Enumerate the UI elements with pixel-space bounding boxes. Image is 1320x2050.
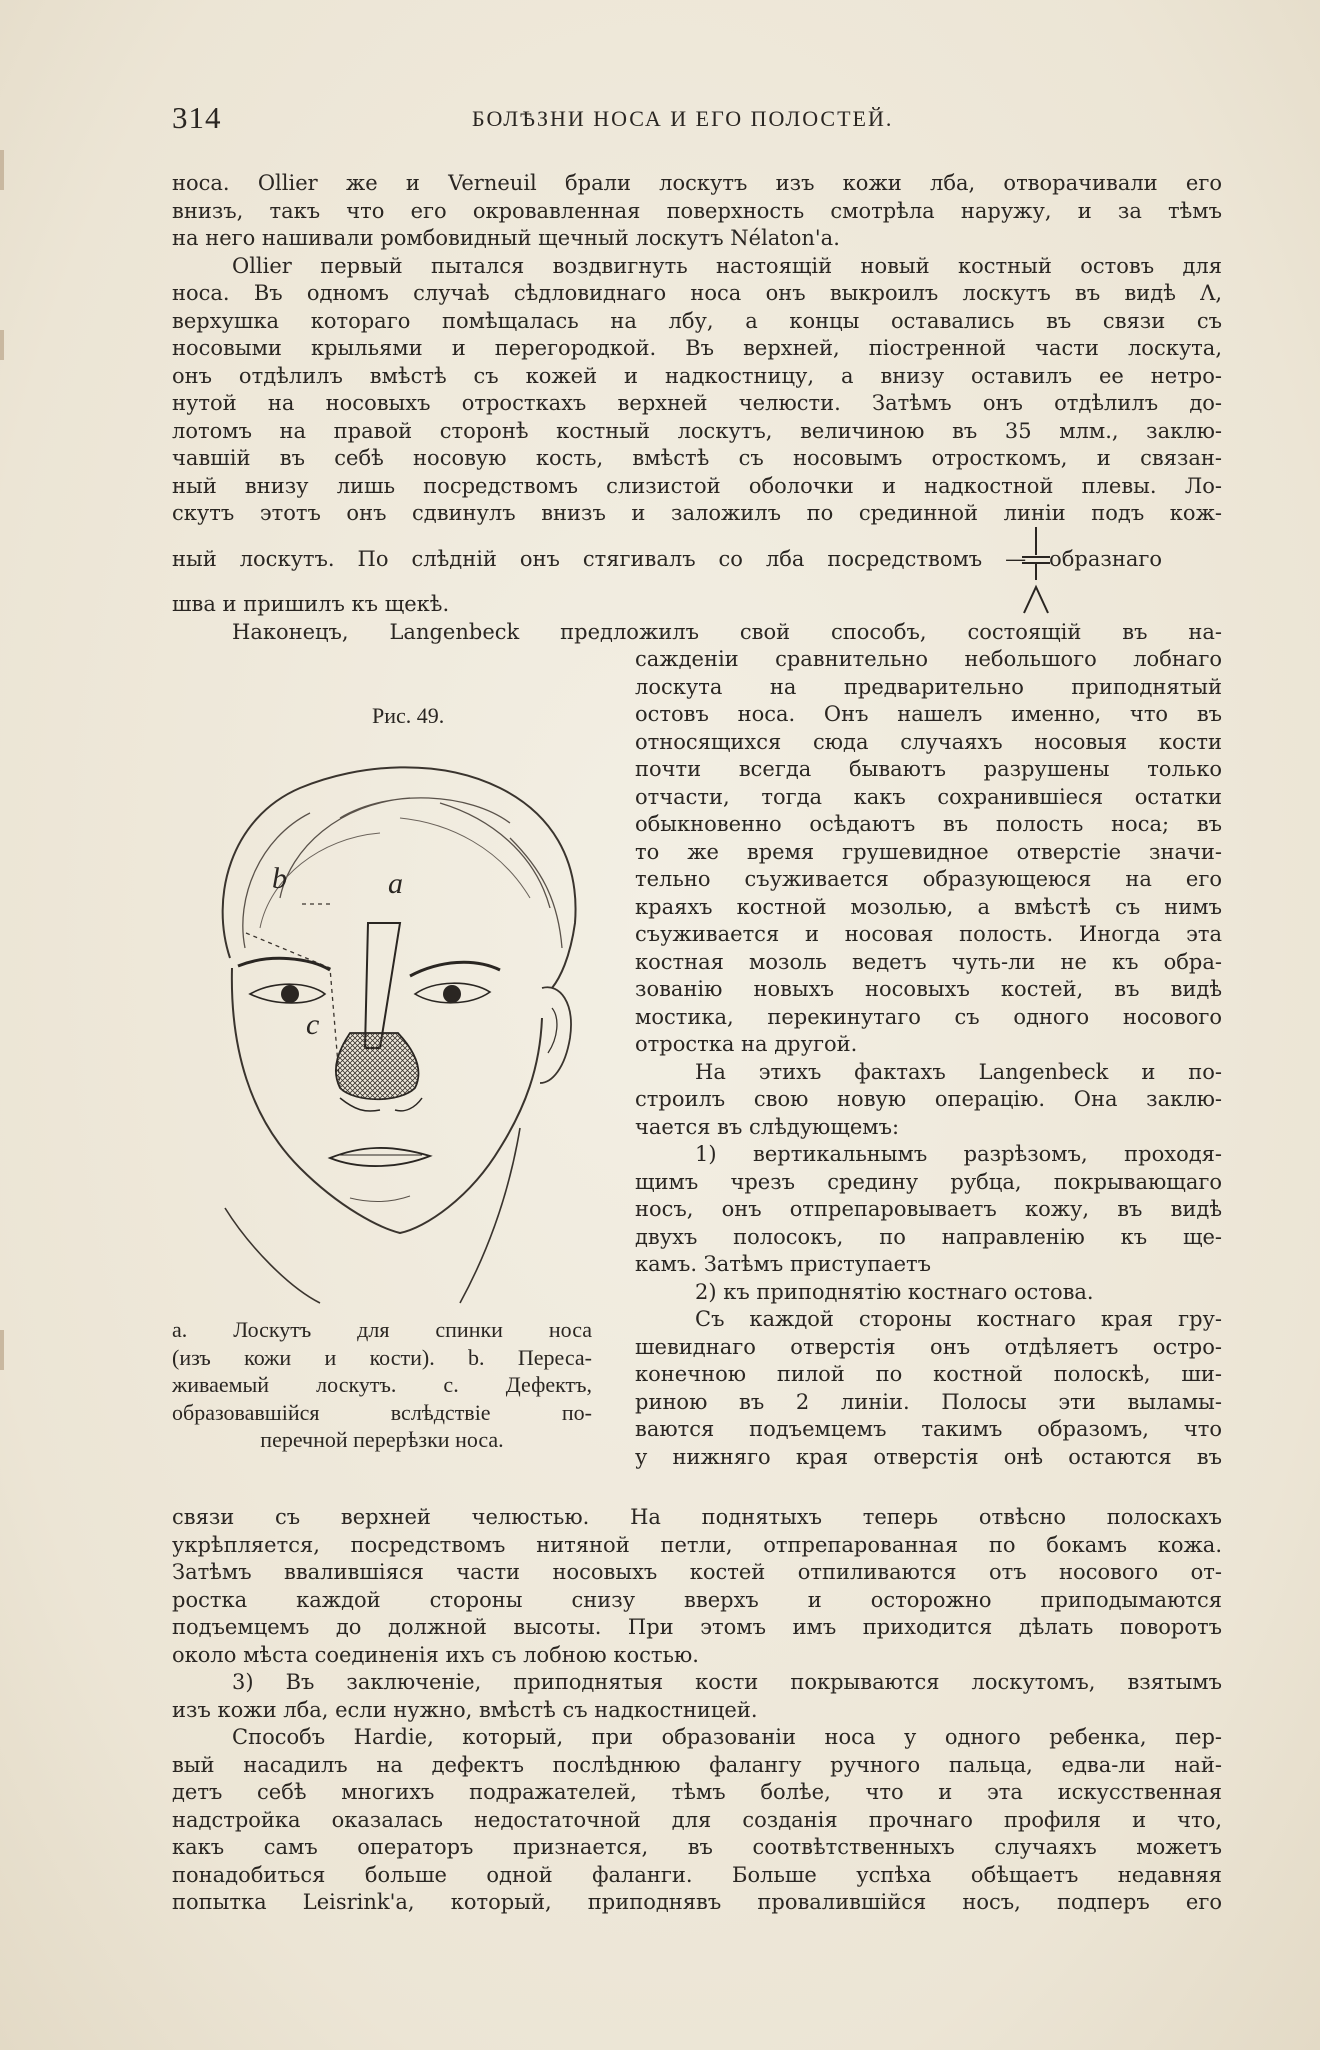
text-line: связи съ верхней челюстью. На поднятыхъ теперь отвѣсно полоскахъ bbox=[172, 1505, 1222, 1529]
caption-line: a. Лоскутъ для спинки носа bbox=[172, 1317, 592, 1342]
text-line: краяхъ костной мозолью, а вмѣстѣ съ нимъ bbox=[635, 894, 1222, 919]
text-line: остовъ носа. Онъ нашелъ именно, что въ bbox=[635, 702, 1222, 726]
text-line: щимъ чрезъ средину рубца, покрывающаго bbox=[635, 1169, 1222, 1194]
page-edge-mark bbox=[0, 1330, 4, 1370]
text-line: скутъ этотъ онъ сдвинулъ внизъ и заложилъ по срединной линіи подъ кож- bbox=[172, 501, 1222, 525]
text-line: Съ каждой стороны костнаго края гру- bbox=[695, 1307, 1222, 1331]
caption-line: (изъ кожи и кости). b. Переса- bbox=[172, 1344, 592, 1370]
text-line: риною въ 2 линіи. Полосы эти выламы- bbox=[635, 1389, 1222, 1414]
text-line: 1) вертикальнымъ разрѣзомъ, проходя- bbox=[695, 1142, 1222, 1166]
text-line: почти всегда бываютъ разрушены только bbox=[635, 757, 1222, 781]
text-line: чавшій въ себѣ носовую кость, вмѣстѣ съ носовымъ отросткомъ, и связан- bbox=[172, 446, 1222, 470]
text-line: относящихся сюда случаяхъ носовыя кости bbox=[635, 729, 1222, 754]
text-line: На этихъ фактахъ Langenbeck и по- bbox=[695, 1059, 1222, 1084]
text-line: детъ себѣ многихъ подражателей, тѣмъ болѣе, что и эта искусственная bbox=[172, 1780, 1222, 1804]
text-line: верхушка котораго помѣщалась на лбу, а концы оставались въ связи съ bbox=[172, 308, 1222, 333]
text-line: двухъ полосокъ, по направленію къ ще- bbox=[635, 1224, 1222, 1249]
text-line: то же время грушевидное отверстіе значи- bbox=[635, 839, 1222, 864]
text-line: отростка на другой. bbox=[635, 1032, 858, 1056]
text-line: на него нашивали ромбовидный щечный лоскутъ Nélaton'а. bbox=[172, 226, 840, 250]
text-line: носа. Въ одномъ случаѣ сѣдловиднаго носа онъ выкроилъ лоскутъ въ видѣ Λ, bbox=[172, 281, 1222, 305]
text-line: чается въ слѣдующемъ: bbox=[635, 1114, 900, 1139]
text-line: у нижняго края отверстія онѣ остаются въ bbox=[635, 1444, 1222, 1469]
page-number: 314 bbox=[172, 100, 222, 135]
text-line: нутой на носовыхъ отросткахъ верхней челюсти. Затѣмъ онъ отдѣлилъ до- bbox=[172, 391, 1222, 415]
text-line: носъ, онъ отпрепаровываетъ кожу, въ видѣ bbox=[635, 1197, 1222, 1221]
text-line: ростка каждой стороны снизу вверхъ и осторожно приподымаются bbox=[172, 1587, 1222, 1612]
text-line: ваются подъемцемъ такимъ образомъ, что bbox=[635, 1417, 1222, 1441]
text-line: Наконецъ, Langenbeck предложилъ свой способъ, состоящій въ на- bbox=[232, 619, 1222, 644]
page-edge-mark bbox=[0, 150, 4, 190]
text-line: изъ кожи лба, если нужно, вмѣстѣ съ надкостницей. bbox=[172, 1697, 758, 1722]
text-line: ный внизу лишь посредствомъ слизистой оболочки и надкостной плевы. Ло- bbox=[172, 473, 1222, 498]
page-edge-mark bbox=[0, 330, 4, 360]
text-line: камъ. Затѣмъ приступаетъ bbox=[635, 1252, 932, 1276]
text-line: попытка Leisrink'а, который, приподнявъ провалившійся носъ, подперъ его bbox=[172, 1890, 1222, 1914]
text-line: носовыми крыльями и перегородкой. Въ верхней, піостренной части лоскута, bbox=[172, 336, 1222, 360]
text-line: конечною пилой по костной полоскѣ, ши- bbox=[635, 1362, 1222, 1386]
text-line: обыкновенно осѣдаютъ въ полость носа; въ bbox=[635, 812, 1222, 836]
right-column-text bbox=[635, 646, 1222, 1471]
face-illustration bbox=[190, 748, 595, 1308]
text-line: носа. Ollier же и Verneuil брали лоскутъ изъ кожи лба, отворачивали его bbox=[172, 171, 1222, 195]
text-line: укрѣпляется, посредствомъ нитяной петли, отпрепарованная по бокамъ кожа. bbox=[172, 1532, 1222, 1557]
caption-line: образовавшійся вслѣдствіе по- bbox=[172, 1399, 592, 1425]
bottom-text-block bbox=[172, 1504, 1222, 1917]
text-line: 3) Въ заключеніе, приподнятыя кости покрываются лоскутомъ, взятымъ bbox=[232, 1670, 1222, 1694]
text-line: строилъ свою новую операцію. Она заклю- bbox=[635, 1087, 1222, 1111]
text-line: Ollier первый пытался воздвигнуть настоящій новый костный остовъ для bbox=[232, 253, 1222, 278]
text-line: Способъ Hardie, который, при образованіи носа у одного ребенка, пер- bbox=[232, 1725, 1222, 1749]
text-line: внизъ, такъ что его окровавленная поверхность смотрѣла наружу, и за тѣмъ bbox=[172, 198, 1222, 223]
figure-label: Рис. 49. bbox=[372, 703, 445, 728]
top-text-block bbox=[172, 170, 1222, 646]
text-line: костная мозоль ведетъ чуть-ли не къ обра- bbox=[635, 949, 1222, 974]
text-line: около мѣста соединенія ихъ съ лобною костью. bbox=[172, 1642, 699, 1667]
running-title: БОЛѢЗНИ НОСА И ЕГО ПОЛОСТЕЙ. bbox=[472, 106, 894, 131]
suture-symbol bbox=[1016, 525, 1056, 615]
text-line: зованію новыхъ носовыхъ костей, въ видѣ bbox=[635, 977, 1222, 1001]
text-line: Затѣмъ ввалившіяся части носовыхъ костей отпиливаются отъ носового от- bbox=[172, 1560, 1222, 1584]
text-line: ный лоскутъ. По слѣдній онъ стягивалъ со лба посредствомъ — образнаго bbox=[172, 546, 1162, 571]
text-line: шевиднаго отверстія онъ отдѣляетъ остро- bbox=[635, 1334, 1222, 1359]
text-line: мостика, перекинутаго съ одного носового bbox=[635, 1004, 1222, 1029]
text-line: понадобиться больше одной фаланги. Больше успѣха обѣщаетъ недавняя bbox=[172, 1862, 1222, 1887]
figure-caption bbox=[172, 1316, 592, 1454]
figure-letter-b: b bbox=[272, 862, 287, 895]
text-line: онъ отдѣлилъ вмѣстѣ съ кожей и надкостницу, а внизу оставилъ ее нетро- bbox=[172, 363, 1222, 388]
text-line: вый насадилъ на дефектъ послѣднюю фалангу ручного пальца, едва-ли най- bbox=[172, 1752, 1222, 1777]
text-line: лоскута на предварительно приподнятый bbox=[635, 674, 1222, 699]
text-line: подъемцемъ до должной высоты. При этомъ имъ приходится дѣлать поворотъ bbox=[172, 1615, 1222, 1639]
caption-line: перечной перерѣзки носа. bbox=[260, 1427, 504, 1452]
text-line: съуживается и носовая полость. Иногда эта bbox=[635, 922, 1222, 946]
text-line: сажденіи сравнительно небольшого лобнаго bbox=[635, 647, 1222, 671]
text-line: лотомъ на правой сторонѣ костный лоскутъ, величиною въ 35 млм., заклю- bbox=[172, 418, 1222, 443]
text-line: какъ самъ операторъ признается, въ соотвѣтственныхъ случаяхъ можетъ bbox=[172, 1835, 1222, 1859]
caption-line: живаемый лоскутъ. c. Дефектъ, bbox=[172, 1372, 592, 1397]
text-line: надстройка оказалась недостаточной для созданія прочнаго профиля и что, bbox=[172, 1807, 1222, 1832]
figure-letter-a: a bbox=[388, 867, 403, 900]
text-line: 2) къ приподнятію костнаго остова. bbox=[695, 1279, 1094, 1304]
figure-letter-c: c bbox=[306, 1008, 320, 1041]
page-header bbox=[172, 100, 1222, 140]
text-line: шва и пришилъ къ щекѣ. bbox=[172, 592, 450, 616]
text-line: отчасти, тогда какъ сохранившіеся остатки bbox=[635, 784, 1222, 809]
text-line: тельно съуживается образующеюся на его bbox=[635, 867, 1222, 891]
